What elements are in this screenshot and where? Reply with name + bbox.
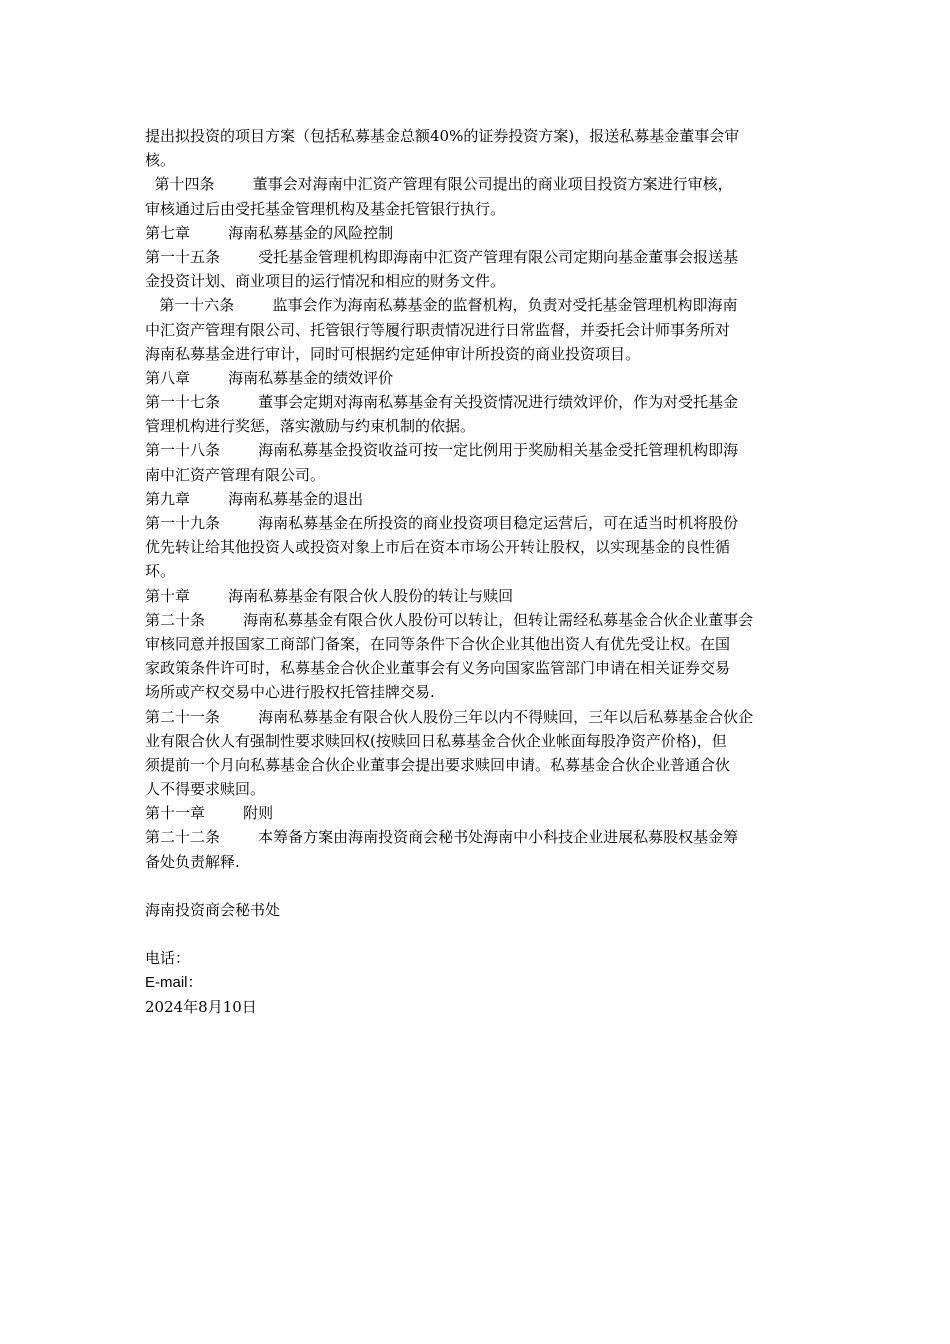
paragraph-line: 第十一章 附则: [145, 804, 274, 823]
paragraph-ch7: [145, 221, 809, 245]
paragraph-art15: [145, 245, 809, 293]
paragraph-art17: [145, 390, 809, 438]
paragraph-line: 海南私募基金进行审计，同时可根据约定延伸审计所投资的商业投资项目。: [145, 344, 641, 363]
paragraph-line: 环。: [145, 562, 176, 581]
paragraph-art16: [145, 293, 809, 366]
paragraph-line: 第二十一条 海南私募基金有限合伙人股份三年以内不得赎回，三年以后私募基金合伙企: [145, 707, 754, 726]
paragraph-art14: [145, 172, 809, 220]
paragraph-line: 须提前一个月向私募基金合伙企业董事会提出要求赎回申请。私募基金合伙企业普通合伙: [145, 755, 731, 774]
paragraph-p1: [145, 124, 809, 172]
paragraph-line: 第二十条 海南私募基金有限合伙人股份可以转让，但转让需经私募基金合伙企业董事会: [145, 610, 754, 629]
paragraph-art19: [145, 511, 809, 584]
paragraph-ch8: [145, 366, 809, 390]
paragraph-ch10: [145, 584, 809, 608]
signature-org: 海南投资商会秘书处: [145, 901, 281, 919]
paragraph-line: 备处负责解释.: [145, 852, 240, 871]
paragraph-line: 第八章 海南私募基金的绩效评价: [145, 368, 394, 387]
phone-label: 电话：: [145, 949, 191, 968]
paragraph-line: 第十四条 董事会对海南中汇资产管理有限公司提出的商业项目投资方案进行审核，: [145, 175, 733, 194]
paragraph-line: 第一十六条 监事会作为海南私募基金的监督机构，负责对受托基金管理机构即海南: [145, 296, 738, 315]
paragraph-line: 人不得要求赎回。: [145, 780, 266, 799]
spacer: [145, 922, 809, 946]
paragraph-ch11: [145, 801, 809, 825]
paragraph-line: 审核通过后由受托基金管理机构及基金托管银行执行。: [145, 199, 506, 218]
paragraph-art21: [145, 705, 809, 802]
paragraph-line: 第一十五条 受托基金管理机构即海南中汇资产管理有限公司定期向基金董事会报送基: [145, 247, 739, 266]
paragraph-line: 第七章 海南私募基金的风险控制: [145, 223, 394, 242]
articles: [145, 124, 809, 874]
paragraph-line: 场所或产权交易中心进行股权托管挂牌交易.: [145, 683, 435, 702]
paragraph-line: 业有限合伙人有强制性要求赎回权(按赎回日私募基金合伙企业帐面每股净资产价格)，但: [145, 731, 727, 750]
paragraph-line: 管理机构进行奖惩，落实激励与约束机制的依据。: [145, 417, 476, 436]
document-date: 2024年8月10日: [145, 997, 257, 1016]
paragraph-line: 第一十七条 董事会定期对海南私募基金有关投资情况进行绩效评价，作为对受托基金: [145, 393, 739, 412]
email-label: E-mail：: [145, 973, 203, 991]
paragraph-line: 家政策条件许可时，私募基金合伙企业董事会有义务向国家监管部门申请在相关证券交易: [145, 659, 731, 678]
paragraph-line: 第二十二条 本筹备方案由海南投资商会秘书处海南中小科技企业进展私募股权基金筹: [145, 828, 739, 847]
paragraph-line: 金投资计划、商业项目的运行情况和相应的财务文件。: [145, 272, 506, 291]
paragraph-line: 第一十九条 海南私募基金在所投资的商业投资项目稳定运营后，可在适当时机将股份: [145, 514, 739, 532]
paragraph-line: 核。: [145, 151, 176, 170]
paragraph-line: 中汇资产管理有限公司、托管银行等履行职责情况进行日常监督，并委托会计师事务所对: [145, 320, 731, 339]
paragraph-line: 优先转让给其他投资人或投资对象上市后在资本市场公开转让股权，以实现基金的良性循: [145, 538, 731, 557]
document-body: [145, 124, 809, 1019]
paragraph-line: 第一十八条 海南私募基金投资收益可按一定比例用于奖励相关基金受托管理机构即海: [145, 441, 739, 460]
spacer: [145, 874, 809, 898]
paragraph-art20: [145, 608, 809, 705]
paragraph-line: 审核同意并报国家工商部门备案，在同等条件下合伙企业其他出资人有优先受让权。在国: [145, 634, 731, 653]
paragraph-line: 南中汇资产管理有限公司。: [145, 465, 326, 484]
paragraph-line: 第九章 海南私募基金的退出: [145, 489, 364, 508]
paragraph-ch9: [145, 487, 809, 511]
paragraph-art18: [145, 438, 809, 486]
paragraph-line: 提出拟投资的项目方案（包括私募基金总额40%的证券投资方案)，报送私募基金董事会审: [145, 127, 740, 145]
paragraph-art22: [145, 825, 809, 873]
paragraph-line: 第十章 海南私募基金有限合伙人股份的转让与赎回: [145, 586, 514, 605]
